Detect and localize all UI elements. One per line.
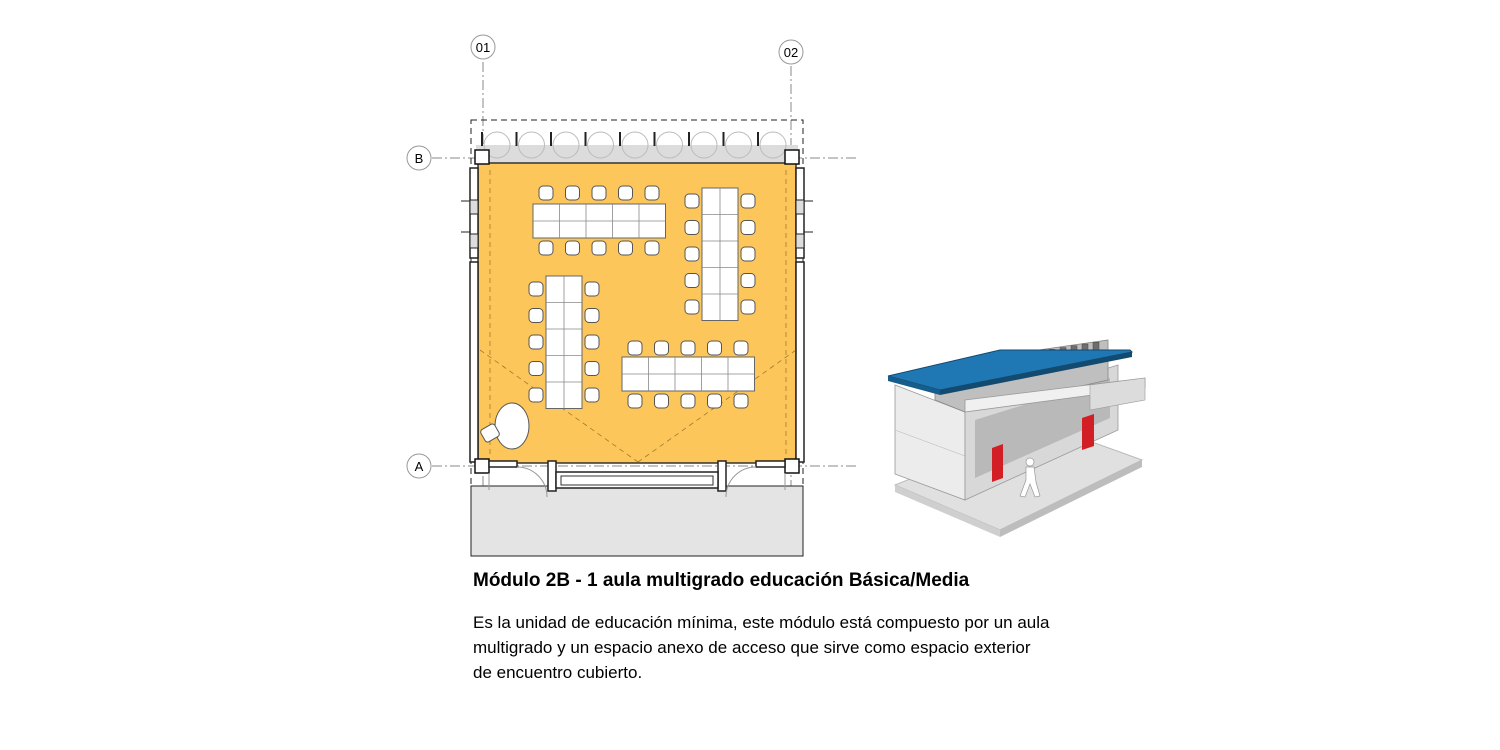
chair [685,194,699,208]
chair [585,309,599,323]
chair [566,186,580,200]
chair [539,186,553,200]
chair [681,341,695,355]
chair [708,394,722,408]
covered-exterior-area [471,486,803,556]
chair [741,247,755,261]
column-a02 [785,459,799,473]
chair [529,282,543,296]
chair [585,282,599,296]
chair [741,274,755,288]
chair [741,221,755,235]
chair [529,335,543,349]
chair [585,362,599,376]
grid-label-b: B [414,151,424,166]
chair [566,241,580,255]
chair [681,394,695,408]
column-b01 [475,150,489,164]
chair [645,186,659,200]
grid-bubble-b [407,146,431,170]
window-sill-strip [476,145,798,165]
front-bench [561,476,713,485]
chair [585,388,599,402]
chair [628,394,642,408]
grid-bubble-02 [779,40,803,64]
chair [685,247,699,261]
caption-title: Módulo 2B - 1 aula multigrado educación Básica/Media [473,570,970,591]
chair [655,341,669,355]
caption-line: multigrado y un espacio anexo de acceso que sirve como espacio exterior [473,638,1031,657]
chair [655,394,669,408]
chair [708,341,722,355]
chair [628,341,642,355]
column-a01 [475,459,489,473]
red-door-left [992,444,1003,482]
chair [734,394,748,408]
column-b02 [785,150,799,164]
axonometric-render [888,340,1145,537]
grid-label-01: 01 [475,40,491,55]
grid-label-a: A [414,459,424,474]
chair [734,341,748,355]
chair [685,300,699,314]
chair [645,241,659,255]
chair [741,194,755,208]
chair [592,186,606,200]
chair [685,274,699,288]
chair [741,300,755,314]
floor-plan [407,35,858,556]
chair [585,335,599,349]
chair [529,362,543,376]
grid-bubble-01 [471,35,495,59]
caption-line: de encuentro cubierto. [473,663,643,682]
chair [529,309,543,323]
caption-body [473,610,1173,685]
grid-bubble-a [407,454,431,478]
caption-line: Es la unidad de educación mínima, este módulo está compuesto por un aula [473,613,1050,632]
grid-label-02: 02 [783,45,799,60]
chair [539,241,553,255]
chair [685,221,699,235]
chair [619,186,633,200]
chair [592,241,606,255]
chair [529,388,543,402]
red-door-right [1082,414,1094,450]
chair [619,241,633,255]
